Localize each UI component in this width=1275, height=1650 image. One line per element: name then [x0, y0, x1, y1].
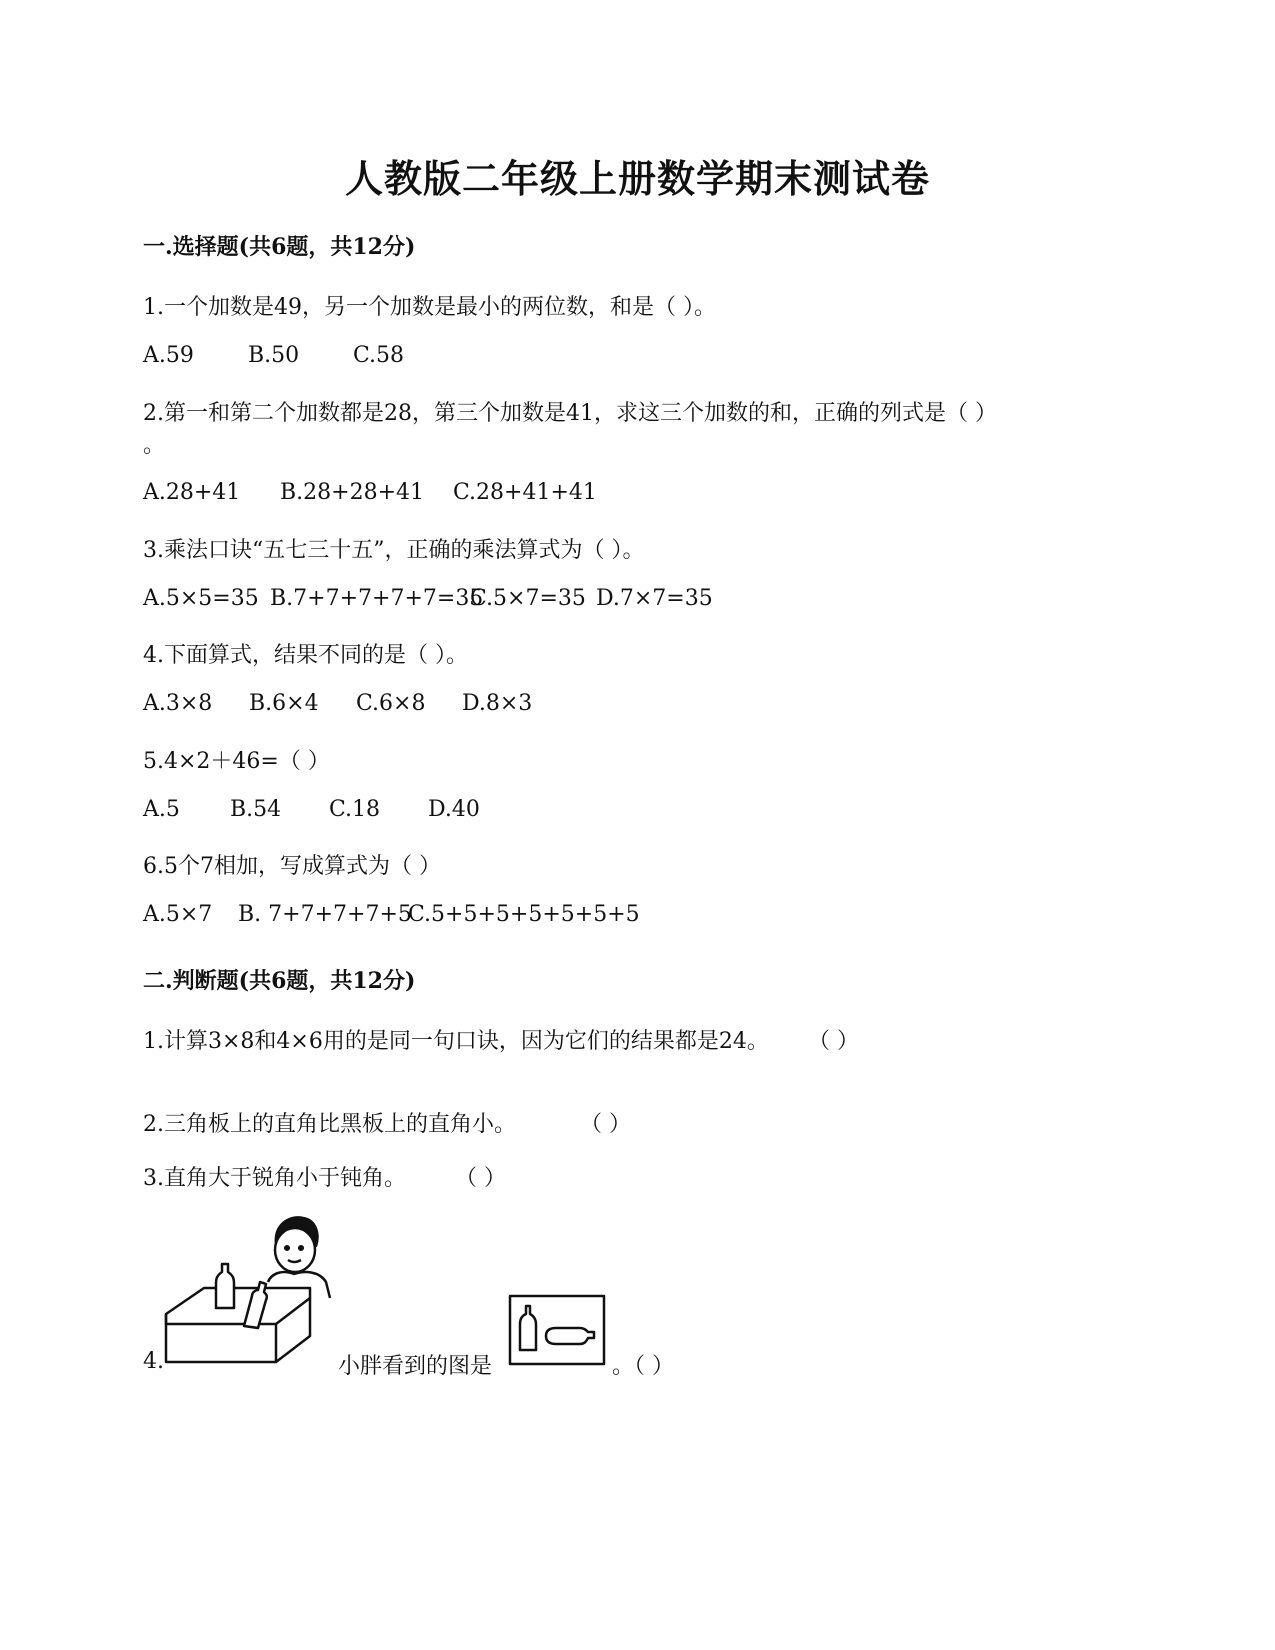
- question-1-4: 4.下面算式，结果不同的是（ ）。: [143, 643, 468, 668]
- option-a: A.28+41: [143, 480, 241, 505]
- boy-face: [275, 1228, 315, 1272]
- option-a: A.5×7: [143, 902, 213, 927]
- option-b: B.6×4: [249, 691, 319, 716]
- option-c: C.58: [353, 343, 405, 368]
- option-b: B.28+28+41: [280, 480, 425, 505]
- option-d: D.40: [428, 797, 480, 822]
- lying-bottle: [546, 1328, 594, 1344]
- option-b: B. 7+7+7+7+5: [238, 902, 412, 927]
- question-2-3: 3.直角大于锐角小于钝角。: [143, 1166, 406, 1191]
- question-2-4-number: 4.: [143, 1349, 164, 1374]
- question-2-4-text: 小胖看到的图是: [338, 1354, 493, 1379]
- option-a: A.5×5=35: [143, 586, 259, 611]
- option-c: C.28+41+41: [453, 480, 597, 505]
- answer-blank: （ ）: [580, 1112, 631, 1137]
- section-heading-judgement: 二.判断题(共6题，共12分): [143, 968, 416, 994]
- question-1-3: 3.乘法口诀“五七三十五”，正确的乘法算式为（ ）。: [143, 538, 645, 563]
- option-b: B.50: [248, 343, 300, 368]
- question-1-1: 1.一个加数是49，另一个加数是最小的两位数，和是（ ）。: [143, 295, 716, 320]
- table-top: [166, 1288, 310, 1324]
- question-1-2: 2.第一和第二个加数都是28，第三个加数是41，求这三个加数的和，正确的列式是（ ）: [143, 401, 997, 426]
- option-b: B.7+7+7+7+7=35: [270, 586, 484, 611]
- option-a: A.59: [143, 343, 194, 368]
- question-1-6: 6.5个7相加，写成算式为（ ）: [143, 854, 441, 879]
- page-title: 人教版二年级上册数学期末测试卷: [344, 156, 930, 201]
- standing-bottle: [520, 1306, 536, 1350]
- question-1-5: 5.4×2＋46=（ ）: [143, 749, 330, 774]
- option-c: C.18: [329, 797, 381, 822]
- option-a: A.5: [143, 797, 180, 822]
- question-1-2-cont: 。: [143, 433, 166, 458]
- boy-table-figure: [160, 1210, 340, 1370]
- question-2-4-tail: 。（ ）: [612, 1354, 674, 1379]
- question-2-1: 1.计算3×8和4×6用的是同一句口诀，因为它们的结果都是24。: [143, 1029, 769, 1054]
- answer-blank: （ ）: [455, 1166, 506, 1191]
- option-c: C.6×8: [356, 691, 426, 716]
- frame-box: [510, 1296, 604, 1364]
- question-2-2: 2.三角板上的直角比黑板上的直角小。: [143, 1112, 516, 1137]
- option-d: D.8×3: [462, 691, 533, 716]
- option-d: D.7×7=35: [596, 586, 713, 611]
- section-heading-choice: 一.选择题(共6题，共12分): [143, 234, 416, 260]
- option-c: C.5×7=35: [470, 586, 586, 611]
- seen-view-figure: [508, 1294, 606, 1366]
- option-b: B.54: [230, 797, 282, 822]
- upright-bottle: [216, 1264, 234, 1308]
- option-c: C.5+5+5+5+5+5+5: [408, 902, 640, 927]
- answer-blank: （ ）: [808, 1029, 859, 1054]
- option-a: A.3×8: [143, 691, 213, 716]
